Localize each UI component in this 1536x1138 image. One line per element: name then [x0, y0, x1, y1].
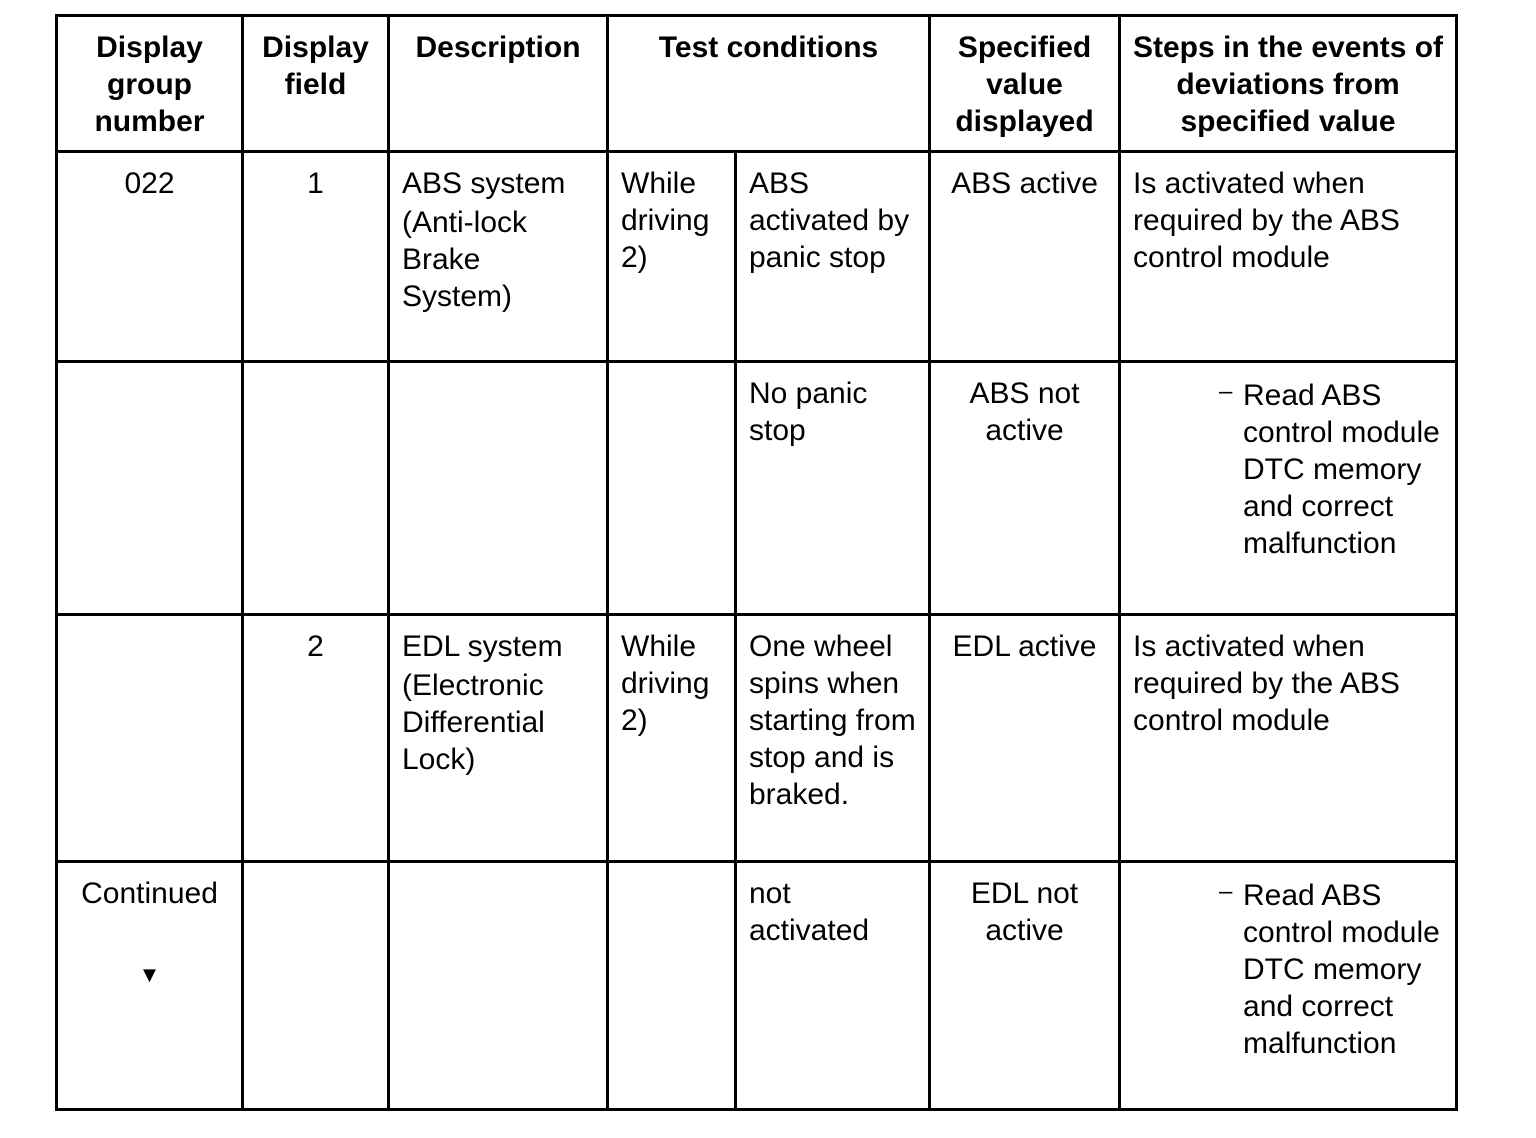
cell-condition-b: ABS activated by panic stop	[736, 152, 930, 362]
cell-specified-value: ABS not active	[930, 362, 1120, 615]
cell-display-field: 1	[243, 152, 389, 362]
cell-condition-a	[608, 862, 736, 1110]
cell-specified-value: EDL active	[930, 615, 1120, 862]
cell-condition-a: While driving 2)	[608, 152, 736, 362]
cell-display-field: 2	[243, 615, 389, 862]
cell-steps: Is activated when required by the ABS control module	[1120, 615, 1457, 862]
bullet-dash-icon: –	[1219, 378, 1233, 405]
bullet-dash-icon: –	[1219, 878, 1233, 905]
description-title: EDL system	[402, 630, 563, 663]
cell-group-number	[57, 862, 243, 1110]
header-steps-deviation: Steps in the events of deviations from specified value	[1120, 16, 1457, 152]
cell-condition-b: No panic stop	[736, 362, 930, 615]
steps-bullet-item	[1133, 375, 1443, 562]
header-row	[57, 16, 1457, 152]
cell-condition-b: not activated	[736, 862, 930, 1110]
cell-steps	[1120, 862, 1457, 1110]
cell-condition-a	[608, 362, 736, 615]
header-test-conditions: Test conditions	[608, 16, 930, 152]
cell-group-number	[57, 362, 243, 615]
cell-description	[389, 362, 608, 615]
description-subtitle: (Electronic Differential Lock)	[402, 669, 545, 776]
cell-group-number	[57, 615, 243, 862]
continued-label: Continued	[81, 877, 218, 910]
cell-condition-a: While driving 2)	[608, 615, 736, 862]
table-row	[57, 615, 1457, 862]
cell-steps: Is activated when required by the ABS control module	[1120, 152, 1457, 362]
cell-description	[389, 615, 608, 862]
header-display-field: Display field	[243, 16, 389, 152]
header-description: Description	[389, 16, 608, 152]
cell-specified-value: ABS active	[930, 152, 1120, 362]
continued-arrow-icon: ▼	[138, 962, 161, 987]
cell-group-number: 022	[57, 152, 243, 362]
header-display-group-number: Display group number	[57, 16, 243, 152]
cell-description	[389, 152, 608, 362]
cell-display-field	[243, 362, 389, 615]
steps-bullet-text: Read ABS control module DTC memory and correct malfunction	[1243, 879, 1440, 1060]
cell-display-field	[243, 862, 389, 1110]
table-row	[57, 862, 1457, 1110]
header-specified-value: Specified value displayed	[930, 16, 1120, 152]
table-row	[57, 362, 1457, 615]
cell-description	[389, 862, 608, 1110]
cell-specified-value: EDL not active	[930, 862, 1120, 1110]
cell-steps	[1120, 362, 1457, 615]
table-row	[57, 152, 1457, 362]
description-subtitle: (Anti-lock Brake System)	[402, 206, 528, 313]
cell-condition-b: One wheel spins when starting from stop and is braked.	[736, 615, 930, 862]
display-group-table	[55, 14, 1458, 1111]
description-title: ABS system	[402, 167, 566, 200]
steps-bullet-text: Read ABS control module DTC memory and correct malfunction	[1243, 379, 1440, 560]
steps-bullet-item	[1133, 875, 1443, 1062]
